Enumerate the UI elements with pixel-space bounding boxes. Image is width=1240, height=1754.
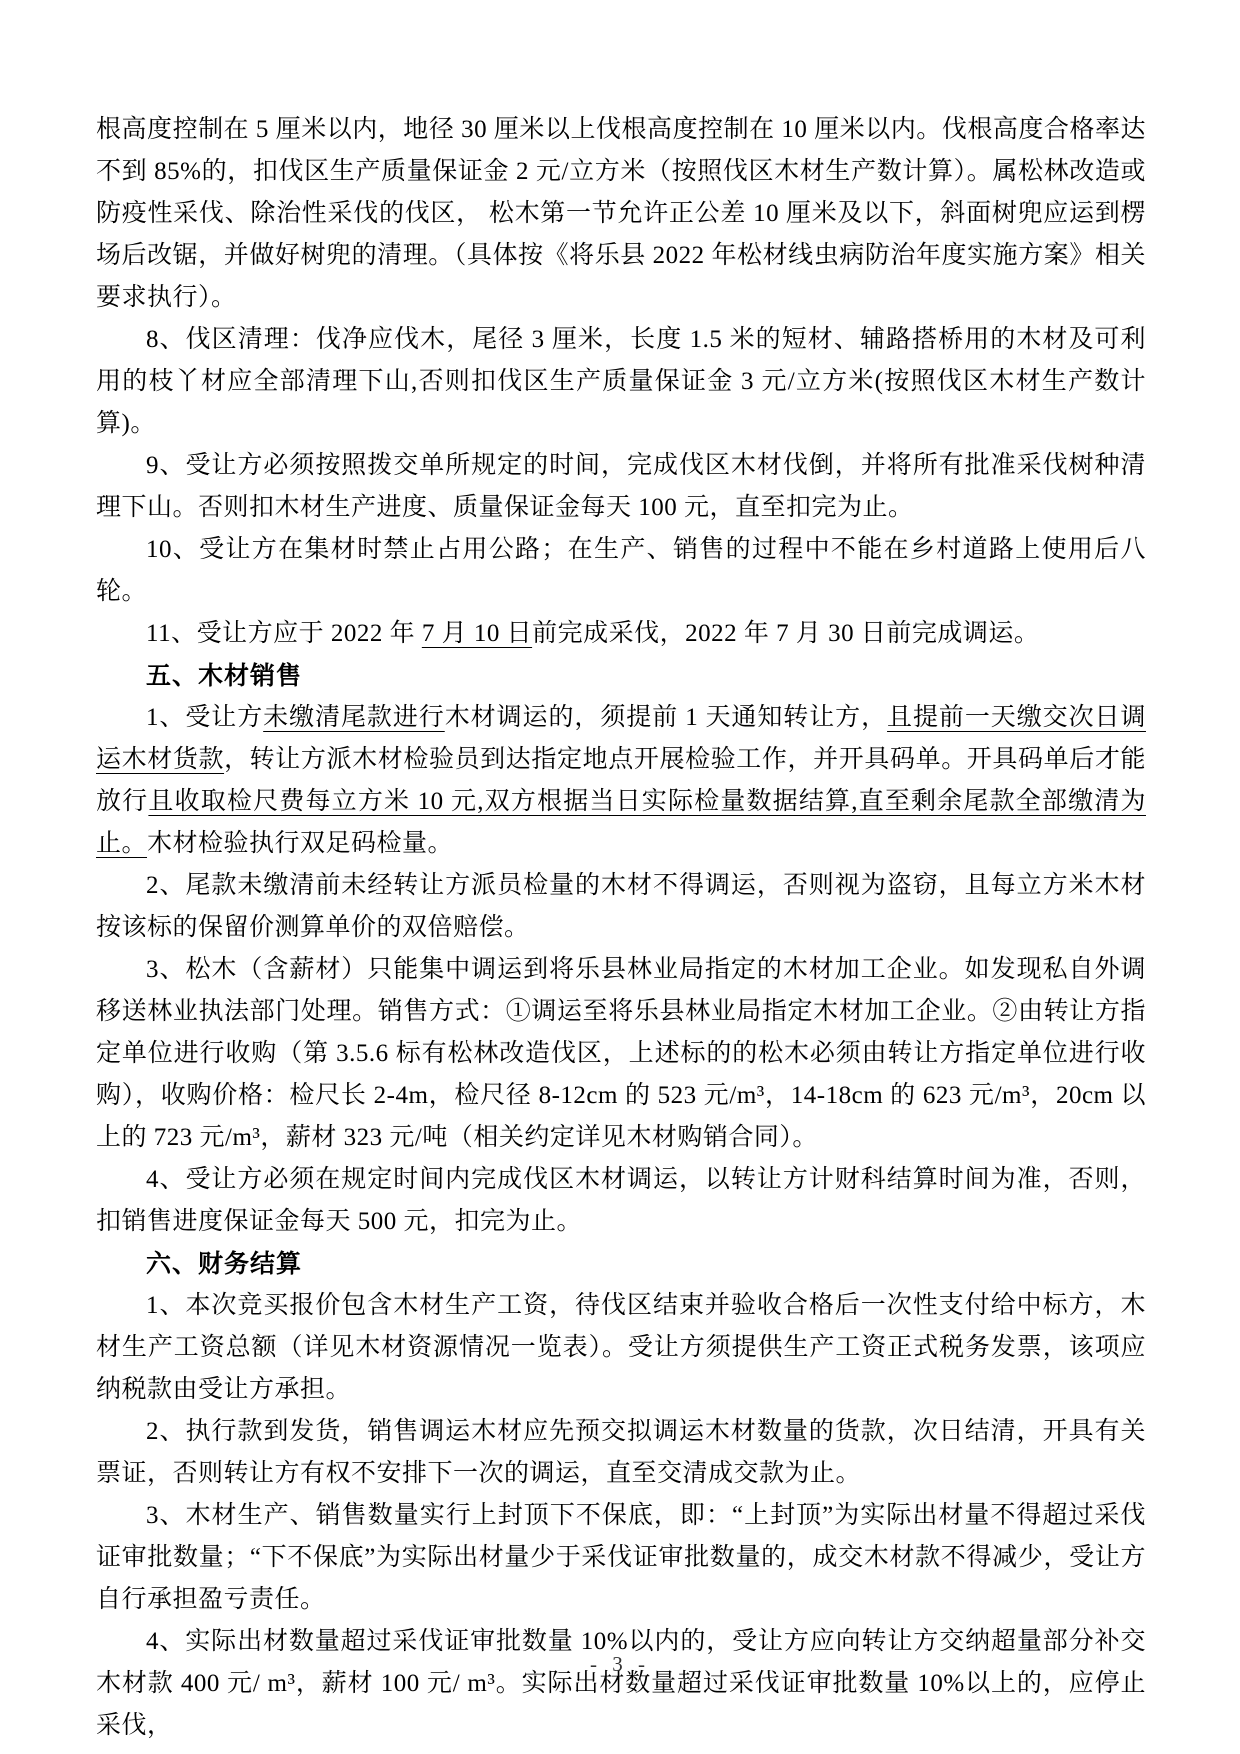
text-run: 11、受让方应于 2022 年 bbox=[146, 620, 422, 647]
paragraph bbox=[96, 319, 1146, 445]
text-run: 1、受让方 bbox=[146, 704, 264, 731]
underlined-text: 且收取检尺费每立方米 10 元,双方根据当日实际检量数据结算,直至剩余尾款全部缴清为止。 bbox=[96, 788, 1146, 857]
underlined-text: 7 月 10 日 bbox=[421, 620, 533, 647]
paragraph bbox=[96, 445, 1146, 529]
document-body bbox=[96, 109, 1146, 1747]
text-run: 六、财务结算 bbox=[146, 1250, 303, 1278]
text-run: 2、执行款到发货，销售调运木材应先预交拟调运木材数量的货款，次日结清，开具有关票证，否则转让方有权不安排下一次的调运，直至交清成交款为止。 bbox=[96, 1418, 1146, 1487]
paragraph bbox=[96, 697, 1146, 865]
paragraph bbox=[96, 529, 1146, 613]
paragraph bbox=[96, 613, 1146, 655]
paragraph bbox=[96, 865, 1146, 949]
underlined-text: 未缴清尾款进行 bbox=[263, 704, 445, 731]
text-run: 木材调运的，须提前 1 天通知转让方， bbox=[444, 704, 888, 731]
text-run: 4、实际出材数量超过采伐证审批数量 10%以内的，受让方应向转让方交纳超量部分补交木材款 400 元/ m³，薪材 100 元/ m³。实际出材数量超过采伐证审批数量 10%以上的，应停止采伐， bbox=[96, 1628, 1146, 1739]
text-run: 1、本次竞买报价包含木材生产工资，待伐区结束并验收合格后一次性支付给中标方，木材生产工资总额（详见木材资源情况一览表）。受让方须提供生产工资正式税务发票，该项应纳税款由受让方承担。 bbox=[96, 1292, 1146, 1403]
paragraph bbox=[96, 949, 1146, 1159]
text-run: 根高度控制在 5 厘米以内，地径 30 厘米以上伐根高度控制在 10 厘米以内。伐根高度合格率达不到 85%的，扣伐区生产质量保证金 2 元/立方米（按照伐区木材生产数计算）。属松林改造或防疫性采伐、除治性采伐的伐区， 松木第一节允许正公差 10 厘米及以下，斜面树兜应运到楞场后改锯，并做好树兜的清理。（具体按《将乐县 2022 年松材线虫病防治年度实施方案》相关要求执行）。 bbox=[96, 116, 1146, 311]
text-run: 4、受让方必须在规定时间内完成伐区木材调运，以转让方计财科结算时间为准，否则，扣销售进度保证金每天 500 元，扣完为止。 bbox=[96, 1166, 1146, 1235]
paragraph bbox=[96, 1159, 1146, 1243]
text-run: 3、松木（含薪材）只能集中调运到将乐县林业局指定的木材加工企业。如发现私自外调移送林业执法部门处理。销售方式：①调运至将乐县林业局指定木材加工企业。②由转让方指定单位进行收购（第 3.5.6 标有松林改造伐区，上述标的的松木必须由转让方指定单位进行收购），收购价格：检尺长 2-4m，检尺径 8-12cm 的 523 元/m³，14-18cm 的 623 元/m³，20cm 以上的 723 元/m³，薪材 323 元/吨（相关约定详见木材购销合同）。 bbox=[96, 956, 1146, 1151]
paragraph bbox=[96, 1495, 1146, 1621]
text-run: 五、木材销售 bbox=[146, 662, 303, 690]
text-run: ，转让方派木材检验员到达指定地点开展检验工作，并开具码单。开具码单后才能放行 bbox=[96, 746, 1146, 815]
text-run: 3、木材生产、销售数量实行上封顶下不保底，即：“上封顶”为实际出材量不得超过采伐证审批数量；“下不保底”为实际出材量少于采伐证审批数量的，成交木材款不得减少，受让方自行承担盈亏责任。 bbox=[96, 1502, 1146, 1613]
text-run: 前完成采伐，2022 年 7 月 30 日前完成调运。 bbox=[532, 620, 1040, 647]
text-run: 木材检验执行双足码检量。 bbox=[147, 830, 454, 857]
text-run: 2、尾款未缴清前未经转让方派员检量的木材不得调运，否则视为盗窃，且每立方米木材按该标的保留价测算单价的双倍赔偿。 bbox=[96, 872, 1146, 941]
paragraph bbox=[96, 1285, 1146, 1411]
text-run: 9、受让方必须按照拨交单所规定的时间，完成伐区木材伐倒，并将所有批准采伐树种清理下山。否则扣木材生产进度、质量保证金每天 100 元，直至扣完为止。 bbox=[96, 452, 1146, 521]
text-run: 10、受让方在集材时禁止占用公路；在生产、销售的过程中不能在乡村道路上使用后八轮。 bbox=[96, 536, 1146, 605]
paragraph bbox=[96, 1621, 1146, 1747]
paragraph bbox=[96, 1411, 1146, 1495]
text-run: 8、伐区清理：伐净应伐木，尾径 3 厘米，长度 1.5 米的短材、辅路搭桥用的木材及可利用的枝丫材应全部清理下山,否则扣伐区生产质量保证金 3 元/立方米(按照伐区木材生产数计算)。 bbox=[96, 326, 1146, 437]
underlined-text: 且提前一天缴交次日调运木材货款 bbox=[96, 704, 1146, 773]
page-number: - 3 - bbox=[590, 1652, 650, 1676]
section-heading bbox=[96, 1243, 1146, 1285]
section-heading bbox=[96, 655, 1146, 697]
paragraph bbox=[96, 109, 1146, 319]
